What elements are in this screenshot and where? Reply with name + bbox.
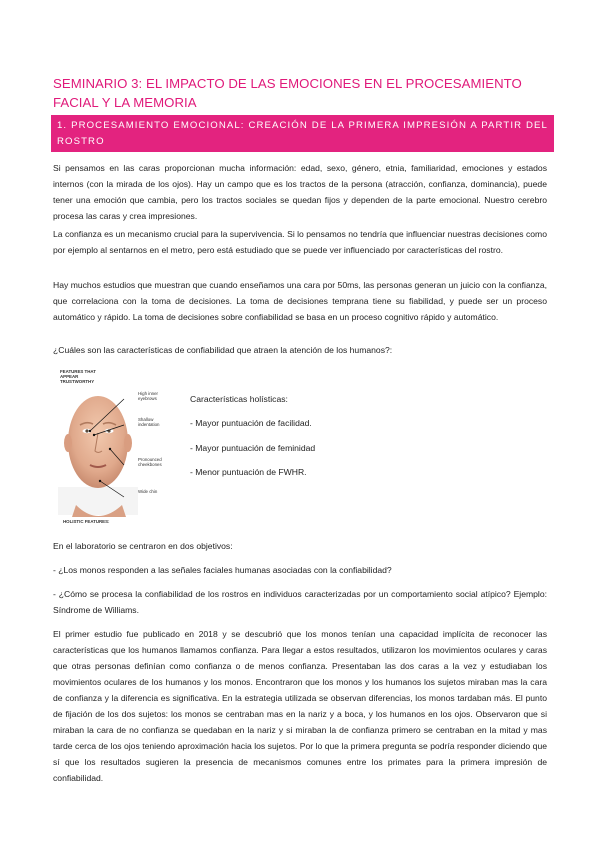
trustworthy-face-figure bbox=[58, 369, 166, 529]
figure-bottom-label: HOLISTIC FEATURES: bbox=[63, 519, 110, 524]
annotation-indentation: Shallow indentation bbox=[138, 417, 160, 427]
holistic-item: - Mayor puntuación de feminidad bbox=[190, 443, 316, 453]
lab-intro: En el laboratorio se centraron en dos objetivos: bbox=[53, 541, 233, 551]
paragraph-intro: Si pensamos en las caras proporcionan mucha información: edad, sexo, género, etnia, familiaridad, emociones y estados internos (con la mirada de los ojos). Hay un campo que es los tractos de la persona (atracción, confianza, dominancia), puede tener una emoción que cambia, pero los tractos sociales se quedan fijos y dependen de la parte emocional. Nuestro cerebro procesa las caras y crea impresiones. bbox=[53, 163, 547, 221]
question-2: - ¿Cómo se procesa la confiabilidad de los rostros en individuos caracterizadas por un comportamiento social atípico? Ejemplo: Síndrome de Williams. bbox=[53, 589, 547, 615]
paragraph-question: ¿Cuáles son las características de confiabilidad que atraen la atención de los humanos?: bbox=[53, 345, 393, 355]
annotation-chin: Wide chin bbox=[138, 489, 158, 494]
annotation-eyebrows: High inner eyebrows bbox=[138, 391, 159, 401]
document-title: SEMINARIO 3: EL IMPACTO DE LAS EMOCIONES EN EL PROCESAMIENTO FACIAL Y LA MEMORIA bbox=[53, 76, 522, 110]
holistic-item: - Mayor puntuación de facilidad. bbox=[190, 418, 312, 428]
question-1: - ¿Los monos responden a las señales faciales humanas asociadas con la confiabilidad? bbox=[53, 565, 392, 575]
paragraph-estudios: Hay muchos estudios que muestran que cuando enseñamos una cara por 50ms, las personas generan un juicio con la confianza, que correlaciona con la toma de decisiones. La toma de decisiones temprana tiene su fiabilidad, y puede ser un proceso automático y rápido. La toma de decisiones sobre confiabilidad se basa en un proceso cognitivo rápido y automático. bbox=[53, 280, 547, 322]
annotation-cheekbones: Pronounced cheekbones bbox=[138, 457, 162, 467]
paragraph-study: El primer estudio fue publicado en 2018 y se descubrió que los monos tenían una capacidad implícita de reconocer las características que los humanos llamamos confianza. Para llegar a estos resultados, utilizaron los movimientos oculares y caras que otras personas definían como confianza o de menos confianza. Presentaban las dos caras a la vez y estudiaban los movimientos oculares de los humanos y los monos. Encontraron que los monos y los humanos los sujetos miraban mas la cara de confianza y la diferencia es significativa. En la estrategia utilizada se observan diferencias, los monos tardaban más. El punto de fijación de los dos sujetos: los monos se centraban mas en la nariz y a boca, y los humanos en los ojos. Observaron que si miraban la cara de no confianza se quedaban en la nariz y si miraban la de confianza primero se centraban en la mitad y mas tarde cerca de los ojos teniendo aproximación hacia los sujetos. Por lo que la primera pregunta se podría responder diciendo que sí que los resultados sugieren la presencia de mecanismos comunes entre los primates para la primera impresión de confiabilidad. bbox=[53, 629, 547, 783]
figure-top-label: FEATURES THAT APPEAR TRUSTWORTHY bbox=[60, 369, 96, 384]
section-heading: 1. PROCESAMIENTO EMOCIONAL: CREACIÓN DE LA PRIMERA IMPRESIÓN A PARTIR DEL ROSTRO bbox=[51, 115, 554, 152]
holistic-heading: Características holísticas: bbox=[190, 394, 288, 404]
holistic-item: - Menor puntuación de FWHR. bbox=[190, 467, 307, 477]
paragraph-confianza: La confianza es un mecanismo crucial para la supervivencia. Si lo pensamos no tendría que influenciar nuestras decisiones como por ejemplo al sentarnos en el metro, pero está estudiado que se puede ver influenciado por características del rostro. bbox=[53, 229, 547, 255]
